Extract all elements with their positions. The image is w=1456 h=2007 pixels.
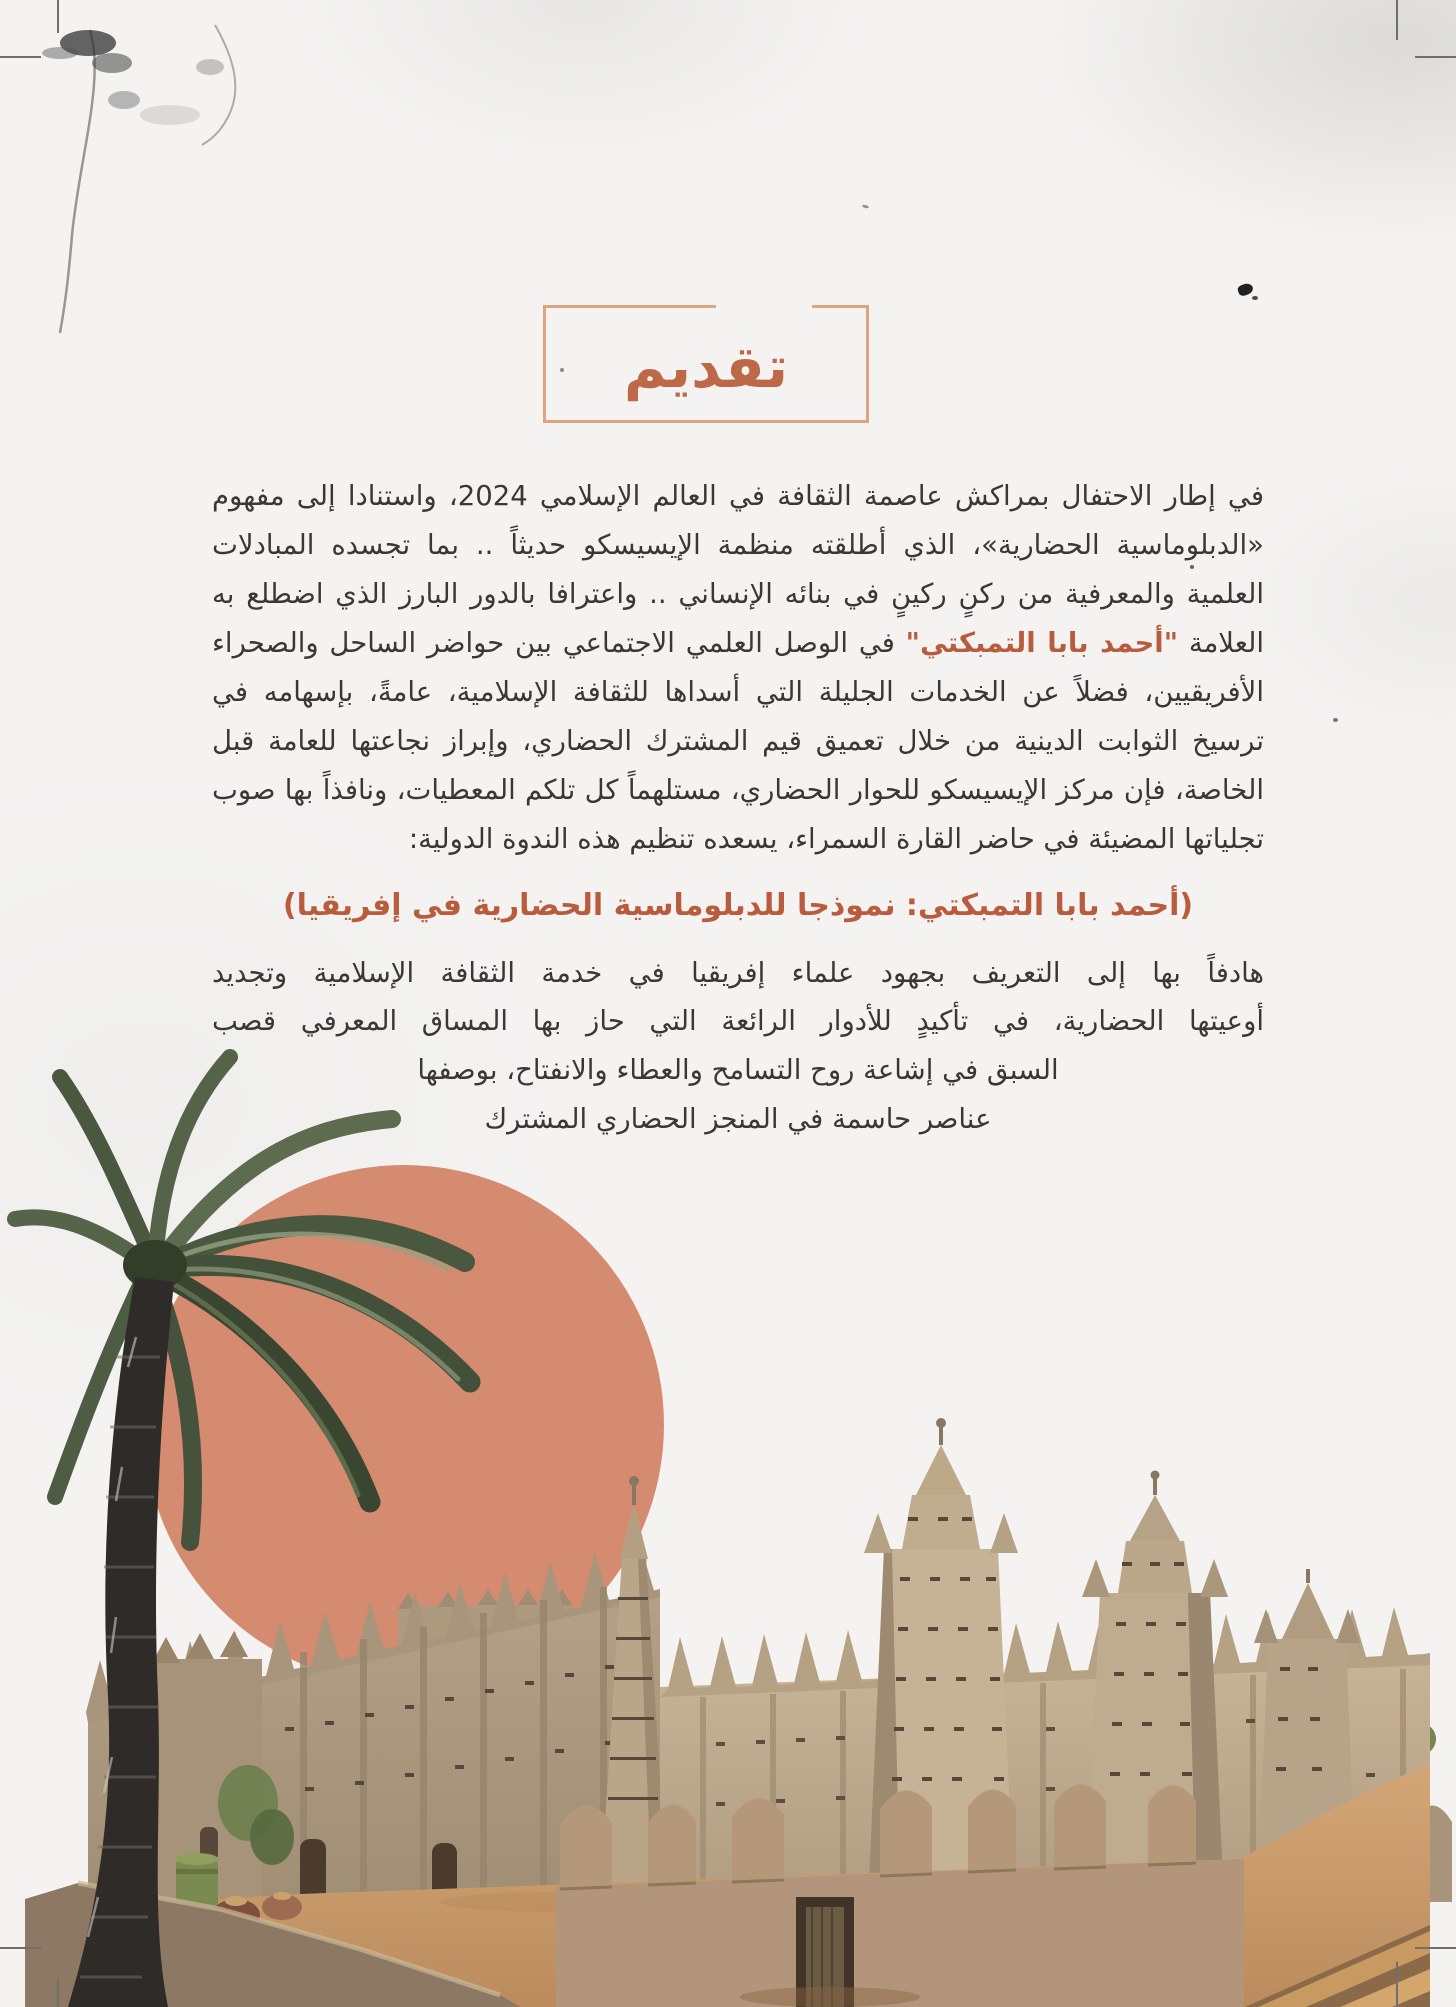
closing-line-1: هادفاً بها إلى التعريف بجهود علماء إفريقيا في خدمة الثقافة الإسلامية وتجديد	[212, 956, 1264, 989]
closing-line-2: أوعيتها الحضارية، في تأكيدٍ للأدوار الرائعة التي حاز بها المساق المعرفي قصب	[212, 1005, 1264, 1038]
page-title: تقديم	[623, 333, 789, 401]
intro-text-part2: في الوصل العلمي الاجتماعي بين حواضر الساحل والصحراء الأفريقيين، فضلاً عن الخدمات الجليلة التي أسداها للثقافة الإسلامية، عامةً، بإسهامه في ترسيخ الثوابت الدينية من خلال تعميق قيم المشترك الحضاري، وإبراز نجاعتها للعامة قبل الخاصة، فإن مركز الإيسيسكو للحوار الحضاري، مستلهماً كل تلكم المعطيات، ونافذاً بها صوب تجلياتها المضيئة في حاضر القارة السمراء، يسعده تنظيم هذه الندوة الدولية:	[212, 626, 1264, 855]
crop-mark-bottom-left-h	[0, 1947, 41, 1949]
text-column	[212, 472, 1264, 1144]
crop-mark-top-left-v	[57, 0, 59, 33]
ink-speck	[1333, 718, 1338, 722]
crop-mark-bottom-right-v	[1396, 1962, 1398, 2007]
crop-mark-top-left-h	[0, 56, 41, 58]
intro-text-part1: في إطار الاحتفال بمراكش عاصمة الثقافة في العالم الإسلامي 2024، واستنادا إلى مفهوم «الدبلوماسية الحضارية»، الذي أطلقته منظمة الإيسيسكو حديثاً .. بما تجسده المبادلات العلمية والمعرفية من ركنٍ ركينٍ في بنائه الإنساني .. واعترافا بالدور البارز الذي اضطلع به العلامة	[212, 480, 1264, 659]
section-title-frame	[543, 305, 869, 423]
scholar-name-highlight: "أحمد بابا التمبكتي"	[905, 626, 1179, 659]
crop-mark-top-right-h	[1415, 56, 1456, 58]
crop-mark-top-right-v	[1396, 0, 1398, 40]
ink-smudge-top-left	[20, 5, 320, 335]
seminar-title: (أحمد بابا التمبكتي: نموذجا للدبلوماسية الحضارية في إفريقيا)	[282, 887, 1194, 923]
crop-mark-bottom-right-h	[1415, 1947, 1456, 1949]
ink-speck	[1237, 282, 1255, 297]
closing-paragraph	[212, 949, 1264, 1145]
closing-line-3: السبق في إشاعة روح التسامح والعطاء والانفتاح، بوصفها	[417, 1054, 1059, 1087]
ink-speck	[1252, 296, 1258, 300]
intro-paragraph	[212, 472, 1264, 864]
ink-speck	[862, 204, 870, 209]
crop-mark-bottom-left-v	[57, 1978, 59, 2007]
closing-line-4: عناصر حاسمة في المنجز الحضاري المشترك	[484, 1103, 992, 1136]
collage-artwork	[0, 997, 1456, 2007]
